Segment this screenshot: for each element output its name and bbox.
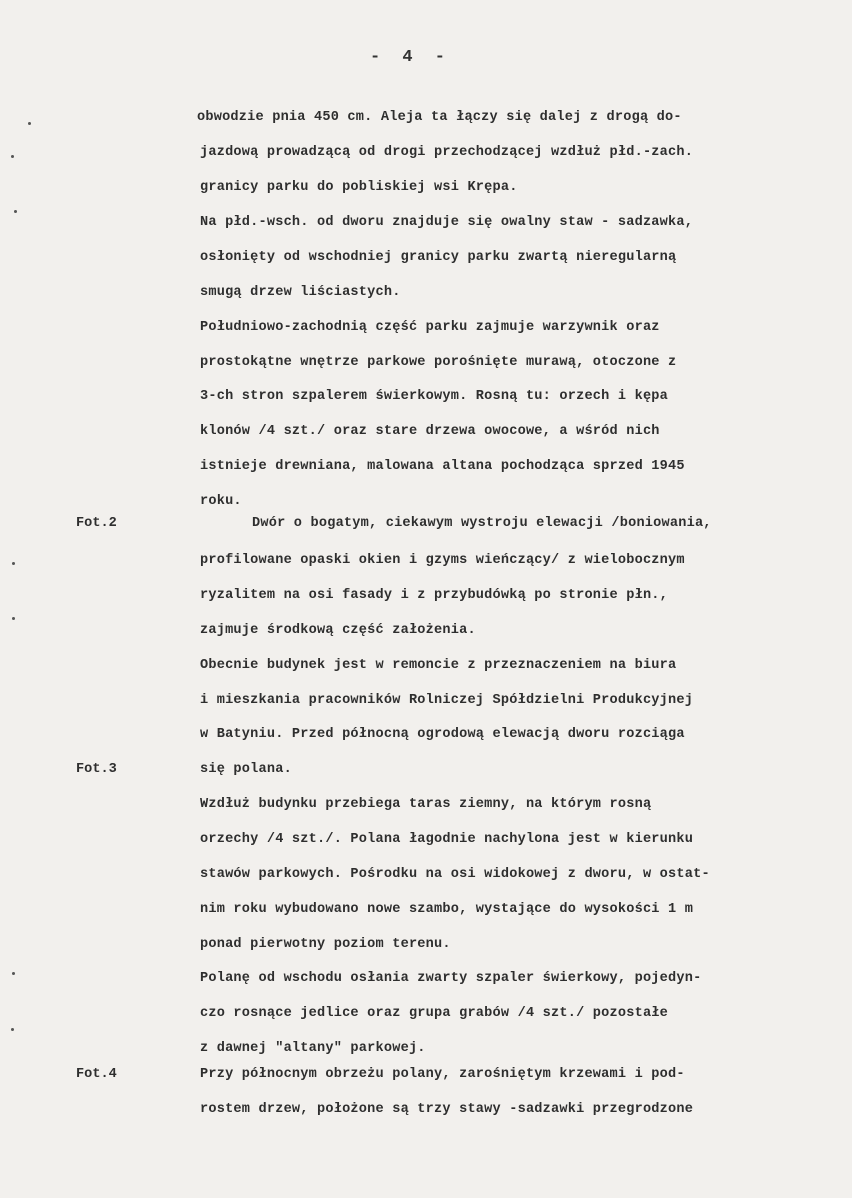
text-line: obwodzie pnia 450 cm. Aleja ta łączy się dalej z drogą do- [197, 110, 682, 125]
text-line: profilowane opaski okien i gzyms wieńczący/ z wielobocznym [200, 553, 685, 568]
speck [28, 122, 31, 125]
text-line: Na płd.-wsch. od dworu znajduje się owalny staw - sadzawka, [200, 215, 694, 230]
text-line: rostem drzew, położone są trzy stawy -sadzawki przegrodzone [200, 1102, 694, 1117]
text-line: z dawnej "altany" parkowej. [200, 1041, 426, 1056]
text-line: roku. [200, 494, 242, 509]
text-line: prostokątne wnętrze parkowe porośnięte murawą, otoczone z [200, 355, 677, 370]
text-line: Polanę od wschodu osłania zwarty szpaler świerkowy, pojedyn- [200, 971, 702, 986]
photo-reference: Fot.4 [76, 1067, 117, 1082]
text-line: nim roku wybudowano nowe szambo, wystające do wysokości 1 m [200, 902, 694, 917]
text-line: istnieje drewniana, malowana altana pochodząca sprzed 1945 [200, 459, 685, 474]
text-line: klonów /4 szt./ oraz stare drzewa owocowe, a wśród nich [200, 424, 660, 439]
speck [12, 562, 15, 565]
text-line: jazdową prowadzącą od drogi przechodzącej wzdłuż płd.-zach. [200, 145, 694, 160]
text-line: osłonięty od wschodniej granicy parku zwartą nieregularną [200, 250, 677, 265]
text-line: Dwór o bogatym, ciekawym wystroju elewacji /boniowania, [252, 516, 712, 531]
page-number: - 4 - [370, 48, 452, 67]
speck [11, 155, 14, 158]
text-line: się polana. [200, 762, 292, 777]
text-line: granicy parku do pobliskiej wsi Krępa. [200, 180, 518, 195]
photo-reference: Fot.2 [76, 516, 117, 531]
speck [11, 1028, 14, 1031]
speck [12, 972, 15, 975]
text-line: orzechy /4 szt./. Polana łagodnie nachylona jest w kierunku [200, 832, 694, 847]
text-line: ponad pierwotny poziom terenu. [200, 937, 451, 952]
text-line: 3-ch stron szpalerem świerkowym. Rosną tu: orzech i kępa [200, 389, 669, 404]
text-line: czo rosnące jedlice oraz grupa grabów /4 szt./ pozostałe [200, 1006, 669, 1021]
text-line: Wzdłuż budynku przebiega taras ziemny, na którym rosną [200, 797, 652, 812]
text-line: Przy północnym obrzeżu polany, zarośniętym krzewami i pod- [200, 1067, 685, 1082]
text-line: Obecnie budynek jest w remoncie z przeznaczeniem na biura [200, 658, 677, 673]
text-line: Południowo-zachodnią część parku zajmuje warzywnik oraz [200, 320, 660, 335]
text-line: zajmuje środkową część założenia. [200, 623, 476, 638]
text-line: smugą drzew liściastych. [200, 285, 401, 300]
text-line: ryzalitem na osi fasady i z przybudówką po stronie płn., [200, 588, 669, 603]
photo-reference: Fot.3 [76, 762, 117, 777]
speck [14, 210, 17, 213]
text-line: i mieszkania pracowników Rolniczej Spółdzielni Produkcyjnej [200, 693, 694, 708]
speck [12, 617, 15, 620]
text-line: w Batyniu. Przed północną ogrodową elewacją dworu rozciąga [200, 727, 685, 742]
text-line: stawów parkowych. Pośrodku na osi widokowej z dworu, w ostat- [200, 867, 710, 882]
